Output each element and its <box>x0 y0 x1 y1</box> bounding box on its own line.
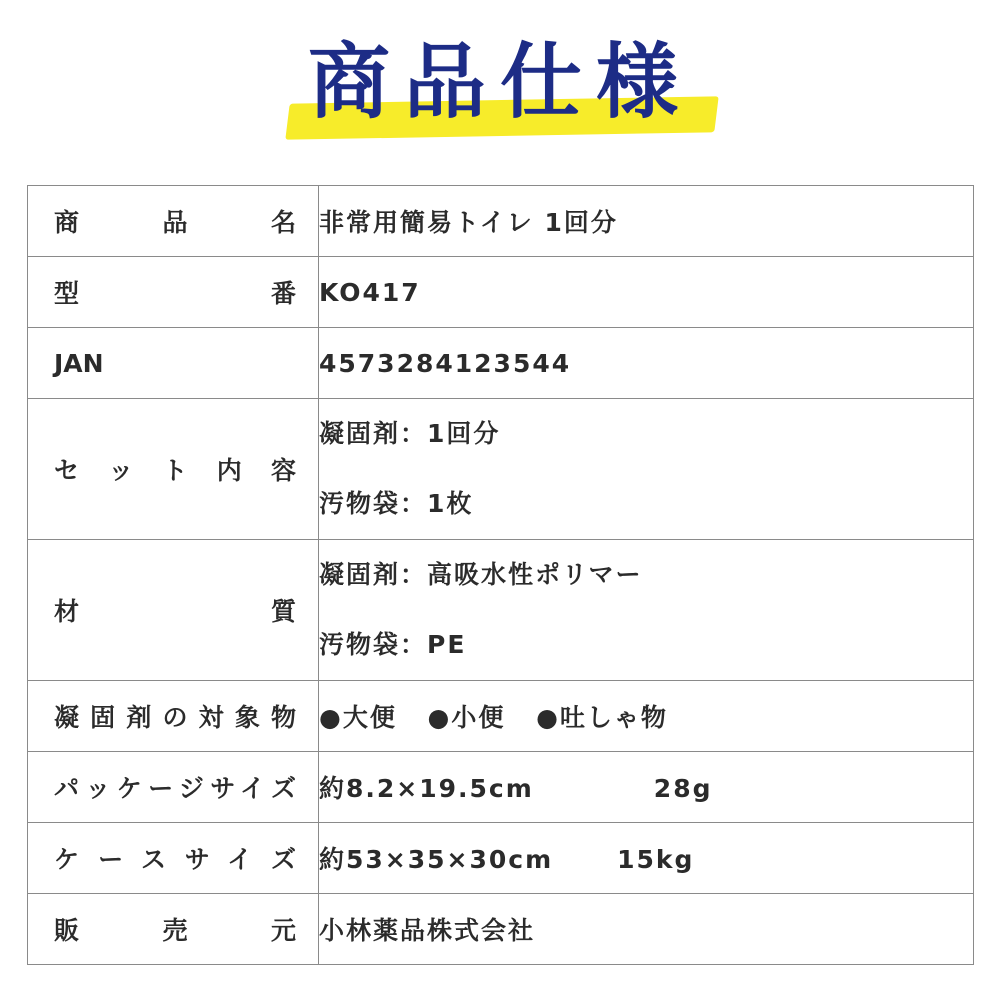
title-area <box>0 28 1000 148</box>
table-row <box>28 823 974 894</box>
row-value-line: 汚物袋：1枚 <box>319 489 474 518</box>
bullet-item: ●大便 <box>319 703 397 732</box>
row-label-cell <box>28 681 319 752</box>
table-row <box>28 752 974 823</box>
bullet-item: ●小便 <box>427 703 506 732</box>
row-label-cell <box>28 540 319 681</box>
row-value-line: 汚物袋：PE <box>319 630 467 659</box>
row-label: 商品名 <box>54 208 296 237</box>
spec-table <box>27 185 974 965</box>
table-row <box>28 186 974 257</box>
bullet-item: ●吐しゃ物 <box>536 703 668 732</box>
case-size: 約53×35×30cm <box>319 845 554 874</box>
table-row <box>28 540 974 681</box>
row-value-multi <box>319 540 974 681</box>
row-label-cell <box>28 752 319 823</box>
row-value-bullets <box>319 681 974 752</box>
row-label: パッケージサイズ <box>54 774 296 803</box>
table-row <box>28 894 974 965</box>
row-label-cell <box>28 186 319 257</box>
row-value: 非常用簡易トイレ 1回分 <box>319 186 974 257</box>
package-weight: 28g <box>653 774 713 803</box>
row-label-cell <box>28 257 319 328</box>
row-value-line: 凝固剤：高吸水性ポリマー <box>319 560 643 589</box>
table-row <box>28 681 974 752</box>
row-label-cell <box>28 894 319 965</box>
row-value-line: 凝固剤：1回分 <box>319 419 501 448</box>
row-label: 販売元 <box>54 916 296 945</box>
case-weight: 15kg <box>617 845 695 874</box>
row-value: 小林薬品株式会社 <box>319 894 974 965</box>
page-title: 商品仕様 <box>307 35 692 130</box>
table-row <box>28 399 974 540</box>
package-size: 約8.2×19.5cm <box>319 774 534 803</box>
row-label: ケースサイズ <box>54 845 296 874</box>
row-label: 凝固剤の対象物 <box>54 703 296 732</box>
row-label: 材質 <box>54 597 296 626</box>
row-label-cell <box>28 328 319 399</box>
row-label: セット内容 <box>54 456 296 485</box>
row-label-cell <box>28 823 319 894</box>
row-label-cell <box>28 399 319 540</box>
row-value-multi <box>319 399 974 540</box>
table-row <box>28 328 974 399</box>
row-value: KO417 <box>319 257 974 328</box>
row-value <box>319 823 974 894</box>
row-value: 4573284123544 <box>319 328 974 399</box>
row-value <box>319 752 974 823</box>
table-row <box>28 257 974 328</box>
row-label: 型番 <box>54 279 296 308</box>
row-label: JAN <box>54 348 104 378</box>
